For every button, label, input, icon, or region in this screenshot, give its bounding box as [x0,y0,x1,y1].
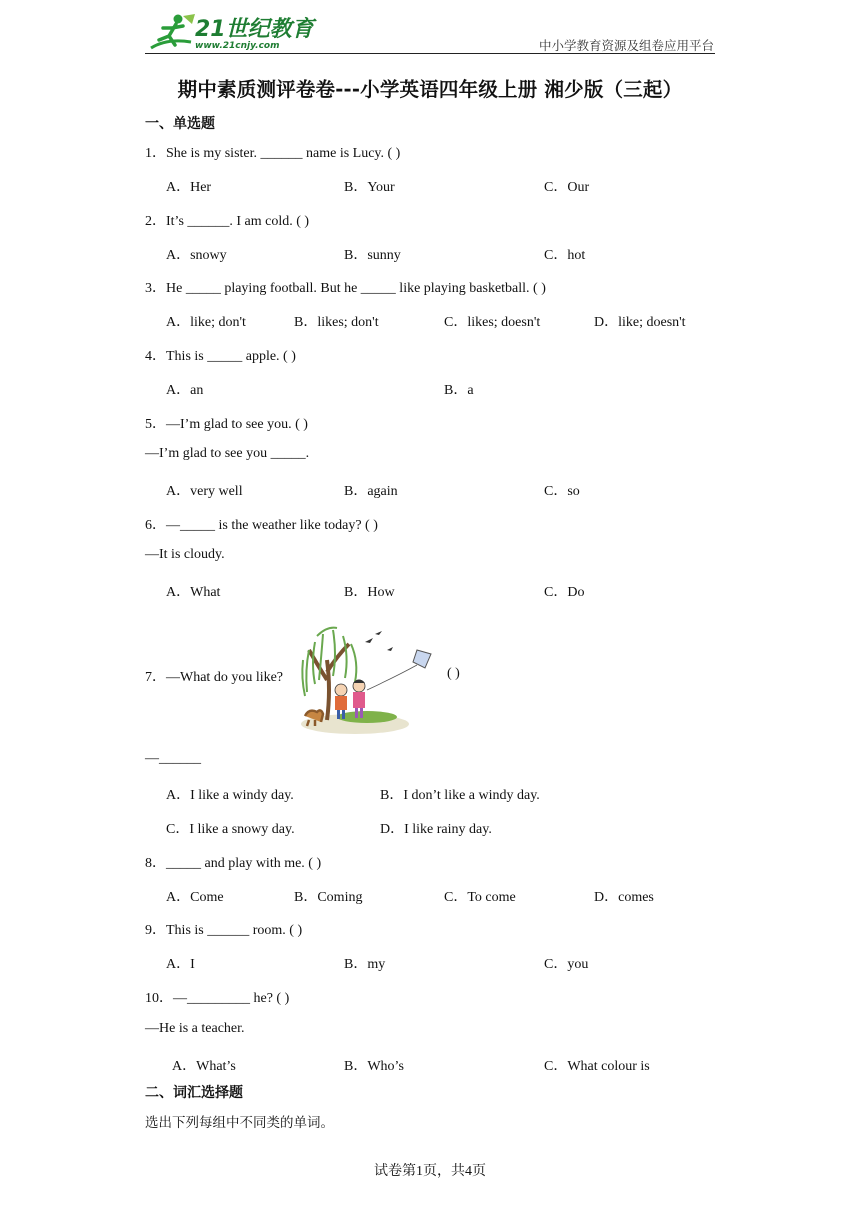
question-10: 10．—_________ he? ( ) [145,991,290,1006]
windy-day-illustration [297,620,447,738]
option-2b[interactable]: B．sunny [344,248,401,263]
option-7a[interactable]: A．I like a windy day. [166,788,294,803]
question-7-blank: ( ) [447,666,460,681]
question-8: 8．_____ and play with me. ( ) [145,856,322,871]
question-9: 9．This is ______ room. ( ) [145,923,303,938]
option-10a[interactable]: A．What’s [172,1059,236,1074]
question-5: 5．—I’m glad to see you. ( ) [145,417,308,432]
option-10c[interactable]: C．What colour is [544,1059,650,1074]
platform-name: 中小学教育资源及组卷应用平台 [538,38,714,53]
option-9a[interactable]: A．I [166,957,195,972]
option-3d[interactable]: D．like; doesn't [594,315,686,330]
option-7b[interactable]: B．I don’t like a windy day. [380,788,540,803]
question-10-line2: —He is a teacher. [145,1021,245,1036]
page-title: 期中素质测评卷卷---小学英语四年级上册 湘少版（三起） [177,78,683,101]
option-7c[interactable]: C．I like a snowy day. [166,822,295,837]
option-5b[interactable]: B．again [344,484,398,499]
header-divider [145,53,715,54]
question-6-line2: —It is cloudy. [145,547,225,562]
option-1c[interactable]: C．Our [544,180,590,195]
question-4: 4．This is _____ apple. ( ) [145,349,296,364]
question-2: 2．It’s ______. I am cold. ( ) [145,214,310,229]
option-10b[interactable]: B．Who’s [344,1059,404,1074]
option-6c[interactable]: C．Do [544,585,585,600]
option-1a[interactable]: A．Her [166,180,212,195]
option-4a[interactable]: A．an [166,383,204,398]
question-7: 7．—What do you like? [145,670,284,685]
section-heading-2: 二、词汇选择题 [145,1085,243,1101]
option-5a[interactable]: A．very well [166,484,243,499]
runner-logo-icon [145,12,197,54]
question-1: 1．She is my sister. ______ name is Lucy. ( ) [145,146,401,161]
question-3: 3．He _____ playing football. But he _____ like playing basketball. ( ) [145,281,546,296]
section-heading-1: 一、单选题 [145,116,215,132]
question-5-line2: —I’m glad to see you _____. [145,446,310,461]
question-6: 6．—_____ is the weather like today? ( ) [145,518,378,533]
option-2a[interactable]: A．snowy [166,248,227,263]
option-9b[interactable]: B．my [344,957,386,972]
option-8b[interactable]: B．Coming [294,890,363,905]
option-3b[interactable]: B．likes; don't [294,315,379,330]
option-8c[interactable]: C．To come [444,890,516,905]
logo-text: 21世纪教育 [195,17,314,42]
logo [145,12,315,54]
option-9c[interactable]: C．you [544,957,589,972]
option-6a[interactable]: A．What [166,585,221,600]
option-8a[interactable]: A．Come [166,890,224,905]
option-7d[interactable]: D．I like rainy day. [380,822,492,837]
option-5c[interactable]: C．so [544,484,580,499]
option-3c[interactable]: C．likes; doesn't [444,315,541,330]
question-7-line2: —______ [145,751,201,766]
option-8d[interactable]: D．comes [594,890,654,905]
logo-url: www.21cnjy.com [195,41,280,51]
option-4b[interactable]: B．a [444,383,474,398]
option-6b[interactable]: B．How [344,585,395,600]
option-2c[interactable]: C．hot [544,248,586,263]
option-3a[interactable]: A．like; don't [166,315,246,330]
section-2-instructions: 选出下列每组中不同类的单词。 [145,1115,334,1131]
option-1b[interactable]: B．Your [344,180,395,195]
page-footer: 试卷第1页，共4页 [374,1164,486,1179]
